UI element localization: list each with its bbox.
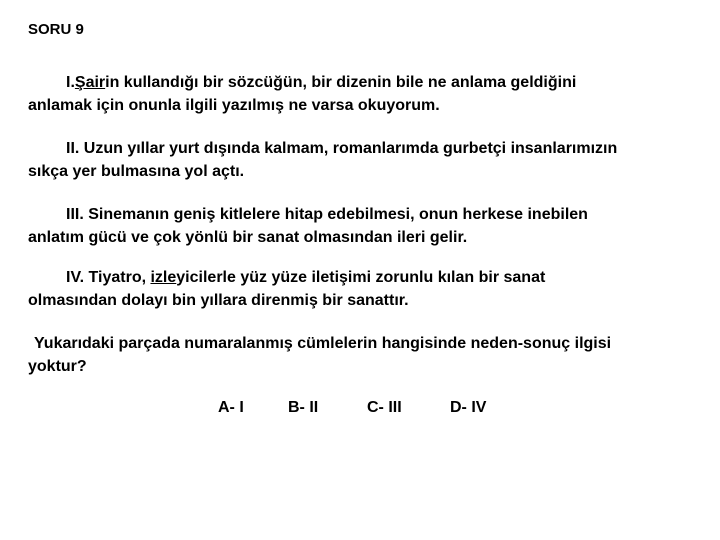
statement-4-line-2: olmasından dolayı bin yıllara direnmiş bir sanattır. [28,292,409,309]
statement-4-line-1 [28,266,698,289]
statement-1-underlined-word: Şair [74,74,106,91]
answer-option-c[interactable]: C- III [367,399,402,416]
statement-3 [28,203,698,249]
answer-option-d[interactable]: D- IV [450,399,487,416]
statement-2-line-2: sıkça yer bulmasına yol açtı. [28,163,245,180]
statement-1 [28,71,698,117]
statement-4 [28,266,698,312]
answer-option-a[interactable]: A- I [218,399,244,416]
statement-3-line-2: anlatım gücü ve çok yönlü bir sanat olmasından ileri gelir. [28,229,468,246]
statement-1-line-1 [28,71,698,94]
statement-1-numeral: I. [66,74,75,91]
question-title: SORU 9 [28,21,84,38]
answer-option-b[interactable]: B- II [288,399,319,416]
statement-3-line-1: III. Sinemanın geniş kitlelere hitap edebilmesi, onun herkese inebilen [66,206,588,223]
statement-1-line-1-rest: in kullandığı bir sözcüğün, bir dizenin bile ne anlama geldiğini [105,74,577,91]
question-prompt-line-2: yoktur? [28,358,87,375]
statement-4-line-1-end: yicilerle yüz yüze iletişimi zorunlu kılan bir sanat [176,269,546,286]
statement-2 [28,137,698,183]
statement-2-line-1: II. Uzun yıllar yurt dışında kalmam, romanlarımda gurbetçi insanlarımızın [66,140,618,157]
statement-4-underlined-word: izle [150,269,177,286]
statement-1-line-2: anlamak için onunla ilgili yazılmış ne varsa okuyorum. [28,97,440,114]
question-prompt-line-1: Yukarıdaki parçada numaralanmış cümlelerin hangisinde neden-sonuç ilgisi [34,335,612,352]
answer-options [0,396,720,420]
question-prompt [28,332,698,378]
statement-4-line-1-start: IV. Tiyatro, [66,269,151,286]
